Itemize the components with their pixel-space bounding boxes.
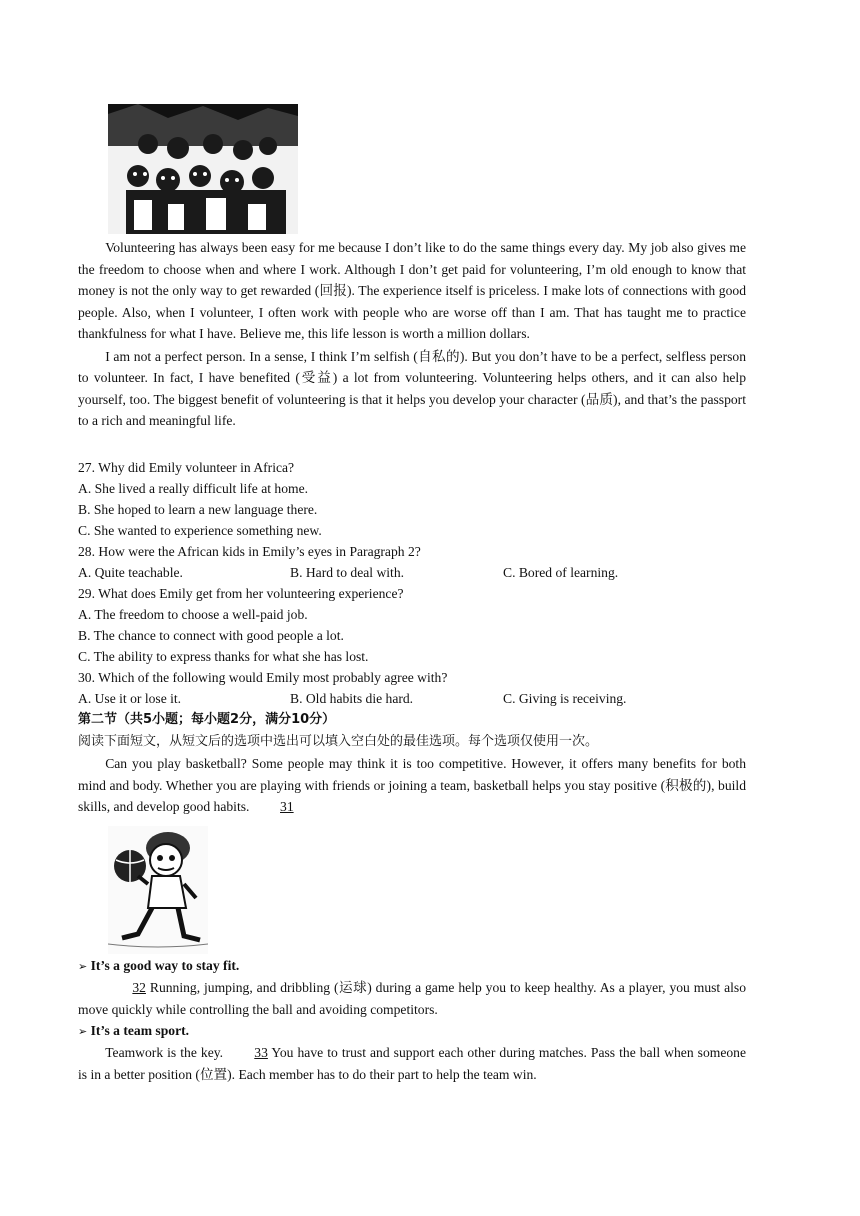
passage-paragraph: I am not a perfect person. In a sense, I think I’m selfish (自私的). But you don’t have to be a perfect, selfless person to volunteer. In fact, I have benefited (受益) a lot from volunteering. Volunteering helps others, and it can also help yourself, too. The biggest benefit of volunteering is that it helps you develop your character (品质), and that’s the passport to a rich and meaningful life. [78, 348, 746, 428]
basketball-boy-illustration [108, 826, 208, 954]
passage-paragraph: Volunteering has always been easy for me because I don’t like to do the same things every day. My job also gives me the freedom to choose when and where I work. Although I don’t get paid for volunteering, I’m old enough to know that money is not the only way to get rewarded (回报). The experience itself is priceless. I make lots of connections with good people. Also, when I volunteer, I often work with people who are worse off than I am. That has taught me to practice thankfulness for what I have. Believe me, this life lesson is worth a million dollars. [78, 240, 746, 341]
option: A. Quite teachable. [78, 565, 183, 580]
option: B. The chance to connect with good people a lot. [78, 628, 344, 643]
option: A. Use it or lose it. [78, 691, 182, 706]
fit-paragraph: 32 Running, jumping, and dribbling (运球) during a game help you to keep healthy. As a player, you must also move quickly while controlling the ball and avoiding competitors. [78, 977, 746, 1020]
intro-text: Can you play basketball? Some people may think it is too competitive. However, it offers many benefits for both mind and body. Whether you are playing with friends or joining a team, basketball helps you stay positive (积极的), build skills, and develop good habits. [78, 756, 746, 814]
option: B. Hard to deal with. [290, 565, 405, 580]
question-stem: 30. Which of the following would Emily most probably agree with? [78, 670, 448, 685]
section-title: 第二节（共5小题；每小题2分，满分10分） [78, 712, 336, 727]
option: C. The ability to express thanks for what she has lost. [78, 649, 369, 664]
option: C. She wanted to experience something new. [78, 523, 322, 538]
blank-32: 32 [132, 980, 146, 995]
option: A. She lived a really difficult life at home. [78, 481, 309, 496]
question-stem: 29. What does Emily get from her volunteering experience? [78, 586, 404, 601]
section-instruction: 阅读下面短文，从短文后的选项中选出可以填入空白处的最佳选项。每个选项仅使用一次。 [78, 734, 599, 749]
option: C. Giving is receiving. [503, 691, 627, 706]
arrow-bullet-icon: ➢ [78, 960, 88, 973]
option: B. She hoped to learn a new language there. [78, 502, 318, 517]
blank-33: 33 [254, 1045, 268, 1060]
intro-paragraph [78, 753, 746, 818]
question-list [78, 457, 746, 818]
team-paragraph: Teamwork is the key. 33 You have to trust and support each other during matches. Pass the ball when someone is in a better position (位置). Each member has to do their part to help the team win. [78, 1042, 746, 1085]
option-row [78, 562, 746, 583]
heading-stay-fit: ➢ It’s a good way to stay fit. [78, 958, 240, 973]
volunteers-photo [108, 104, 298, 234]
blank-31: 31 [280, 799, 294, 814]
option: C. Bored of learning. [503, 565, 619, 580]
option: A. The freedom to choose a well-paid job. [78, 607, 308, 622]
heading-team-sport: ➢ It’s a team sport. [78, 1023, 190, 1038]
question-stem: 27. Why did Emily volunteer in Africa? [78, 460, 295, 475]
option: B. Old habits die hard. [290, 691, 414, 706]
option-row [78, 688, 746, 709]
question-stem: 28. How were the African kids in Emily’s eyes in Paragraph 2? [78, 544, 421, 559]
arrow-bullet-icon: ➢ [78, 1025, 88, 1038]
